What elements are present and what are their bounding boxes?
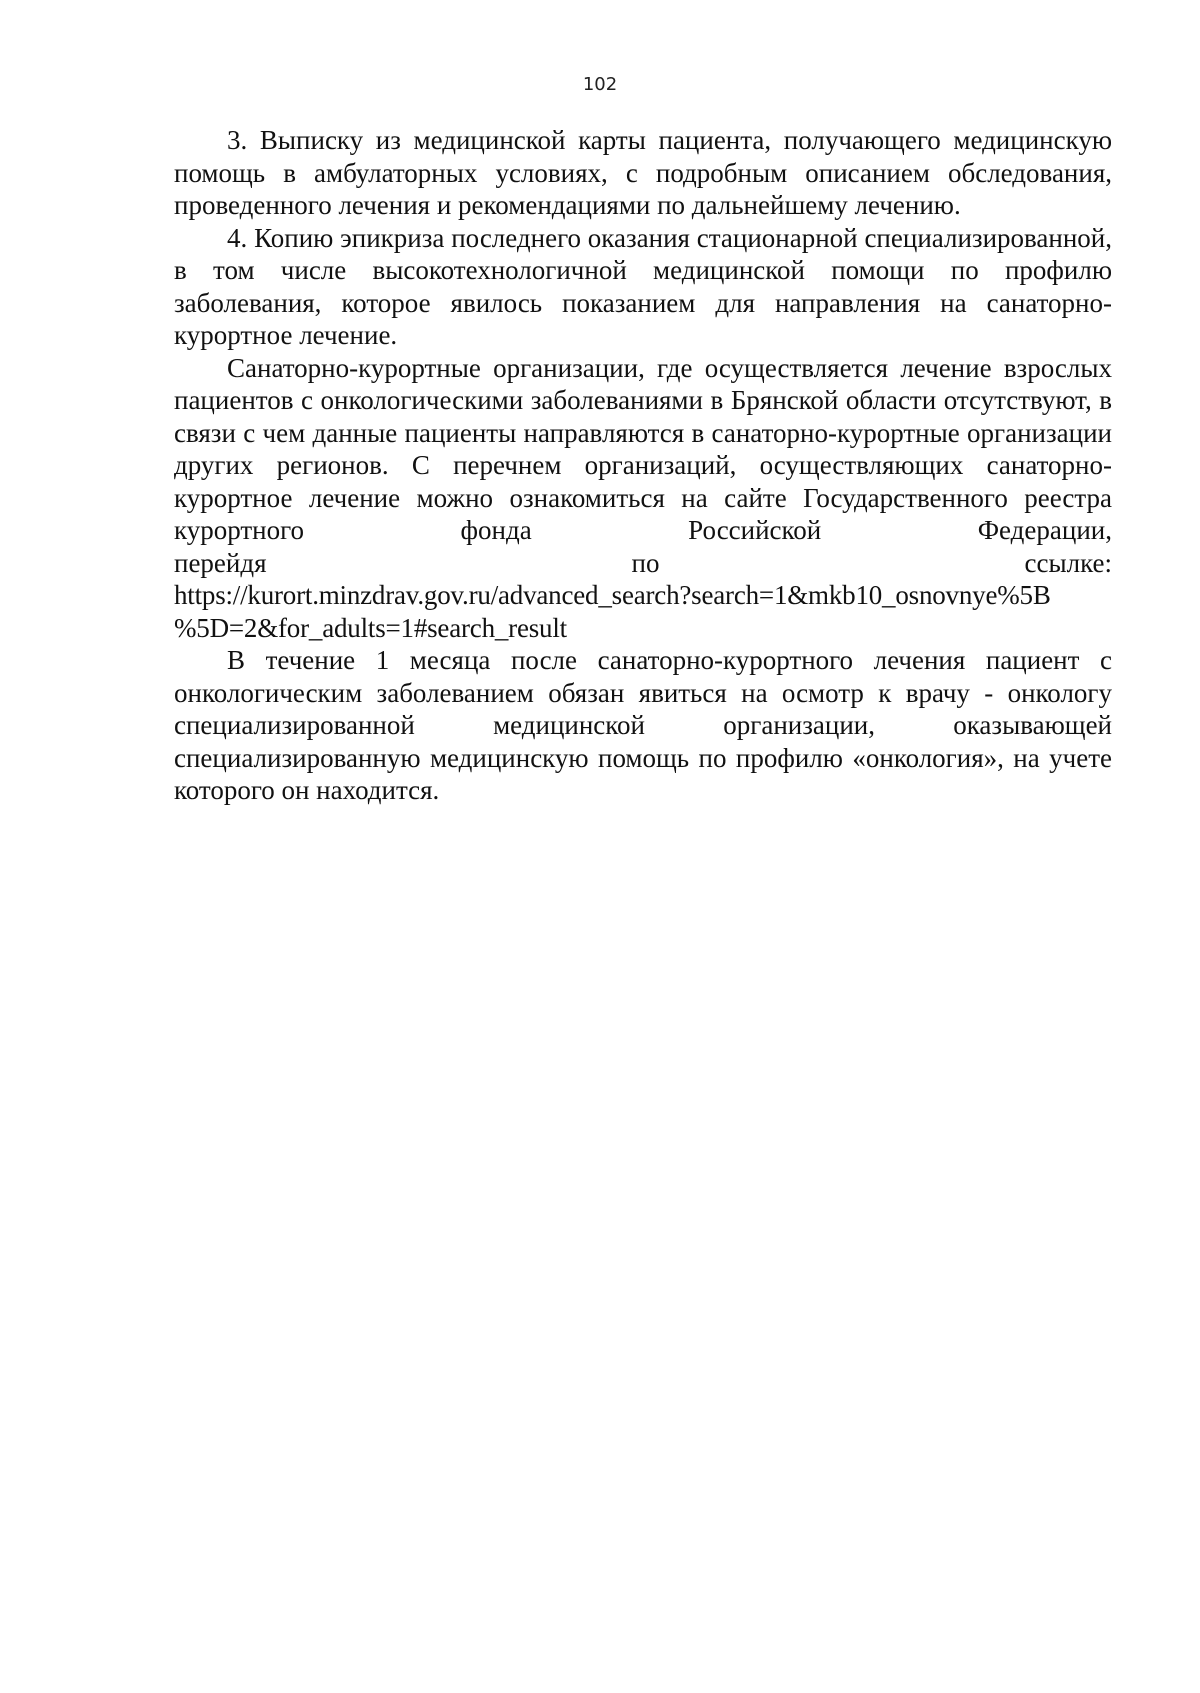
registry-link-line-1[interactable]: https://kurort.minzdrav.gov.ru/advanced_search?search=1&mkb10_osnovnye%5B [174,580,1051,610]
page-number: 102 [582,74,618,95]
list-item-number: 3. [227,125,248,155]
followup-paragraph-text: В течение 1 месяца после санаторно-курортного лечения пациент с онкологическим заболеванием обязан явиться на осмотр к врачу - онкологу специализированной медицинской организации, оказывающей специализированную медицинскую помощь по профилю «онкология», на учете которого он находится. [174,645,1112,805]
link-intro-word: по [631,547,660,578]
document-body [174,124,1112,807]
list-item [174,222,1112,352]
registry-link[interactable] [174,579,1112,644]
sanatorium-paragraph-text: Санаторно-курортные организации, где осуществляется лечение взрослых пациентов с онкологическими заболеваниями в Брянской области отсутствуют, в связи с чем данные пациенты направляются в санаторно-курортные организации других регионов. С перечнем организаций, осуществляющих санаторно-курортное лечение можно ознакомиться на сайте Государственного реестра курортного фонда Российской Федерации, [174,352,1112,545]
list-item-text: Копию эпикриза последнего оказания стационарной специализированной, в том числе высокотехнологичной медицинской помощи по профилю заболевания, которое явилось показанием для направления на санаторно-курортное лечение. [174,222,1112,350]
sanatorium-paragraph [174,352,1112,547]
link-intro-line [174,547,1112,580]
link-intro-word: перейдя [174,547,267,578]
list-item-number: 4. [227,222,248,253]
registry-link-line-2[interactable]: %5D=2&for_adults=1#search_result [174,612,567,643]
followup-paragraph [174,644,1112,807]
link-intro-word: ссылке: [1024,547,1112,578]
list-item-text: Выписку из медицинской карты пациента, получающего медицинскую помощь в амбулаторных условиях, с подробным описанием обследования, проведенного лечения и рекомендациями по дальнейшему лечению. [174,125,1112,220]
list-item [174,124,1112,222]
